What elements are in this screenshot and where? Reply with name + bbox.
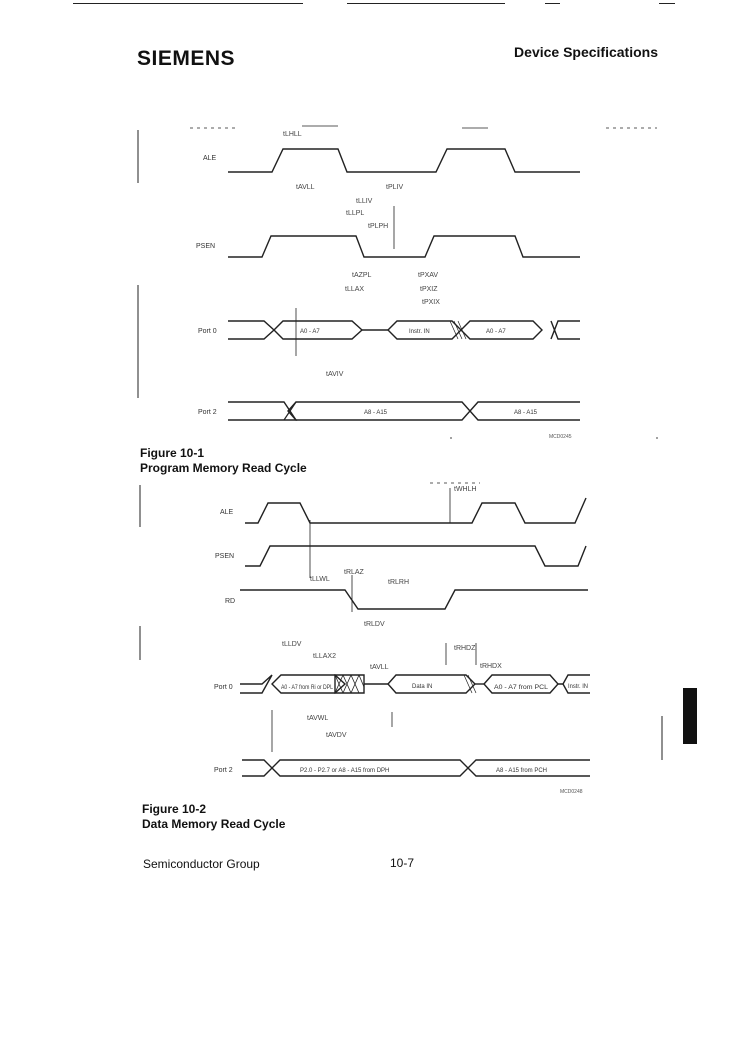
section-title: Device Specifications <box>514 44 658 60</box>
param-tPLIV-top: tPLIV <box>386 184 404 191</box>
bus-a0a7-from-ri: A0 - A7 from Ri or DPL <box>281 685 334 691</box>
param-tLLIV: tLLIV <box>356 198 373 205</box>
signal-ale: ALE <box>203 155 217 162</box>
param-tWHLH: tWHLH <box>454 486 477 493</box>
param-tPXIZ: tPXIZ <box>420 286 438 293</box>
param-tLLDV: tLLDV <box>282 641 302 648</box>
param-tAVDV: tAVDV <box>326 732 347 739</box>
signal-port0-2: Port 0 <box>214 684 233 691</box>
signal-ale-2: ALE <box>220 509 234 516</box>
param-tPLPH: tPLPH <box>368 223 389 230</box>
signal-psen: PSEN <box>196 243 216 250</box>
figure1-number: Figure 10-1 <box>140 446 205 460</box>
signal-psen-2: PSEN <box>215 553 235 560</box>
bus-p2-from-dph: P2.0 - P2.7 or A8 - A15 from DPH <box>300 768 390 774</box>
param-tRLRH: tRLRH <box>388 579 410 586</box>
param-tPXIX: tPXIX <box>422 299 440 306</box>
bus-instr-in-2: Instr. IN <box>568 684 588 690</box>
bus-a0a7-2: A0 - A7 <box>486 329 506 335</box>
param-tLLAX: tLLAX <box>345 286 365 293</box>
param-tAVWL: tAVWL <box>307 715 329 722</box>
param-tAVIV: tAVIV <box>326 371 344 378</box>
param-tRLDV: tRLDV <box>364 621 385 628</box>
signal-port2: Port 2 <box>198 409 217 416</box>
bus-a8a15: A8 - A15 <box>364 410 388 416</box>
param-tLLWL: tLLWL <box>310 576 330 583</box>
bus-instr-in: Instr. IN <box>409 329 430 335</box>
footer-page-number: 10-7 <box>390 856 415 870</box>
figure1-title: Program Memory Read Cycle <box>140 461 307 475</box>
chapter-tab-marker <box>683 688 697 744</box>
signal-port0: Port 0 <box>198 328 217 335</box>
signal-port2-2: Port 2 <box>214 767 233 774</box>
figure2-number: Figure 10-2 <box>142 802 207 816</box>
param-tPXAV: tPXAV <box>418 272 439 279</box>
figure2-title: Data Memory Read Cycle <box>142 817 286 831</box>
param-tLHLL: tLHLL <box>283 131 302 138</box>
signal-rd: RD <box>225 598 236 605</box>
bus-a0a7: A0 - A7 <box>300 329 320 335</box>
param-tLLPL: tLLPL <box>346 210 365 217</box>
param-tAZPL: tAZPL <box>352 272 372 279</box>
param-tAVLL-2: tAVLL <box>370 664 389 671</box>
bus-a8a15-2: A8 - A15 <box>514 410 538 416</box>
param-tRLAZ: tRLAZ <box>344 569 364 576</box>
param-tRHDX: tRHDX <box>480 663 502 670</box>
bus-a8a15-from-pch: A8 - A15 from PCH <box>496 768 548 774</box>
bus-a0a7-from-pcl: A0 - A7 from PCL <box>494 685 549 691</box>
brand-logo: SIEMENS <box>137 47 236 70</box>
param-tAVLL: tAVLL <box>296 184 315 191</box>
figure1-code: MCD0245 <box>549 434 572 440</box>
figure2-code: MCD0248 <box>560 789 583 795</box>
param-tRHDZ: tRHDZ <box>454 645 476 652</box>
footer-publisher: Semiconductor Group <box>143 857 260 871</box>
bus-data-in: Data IN <box>412 684 433 690</box>
param-tLLAX2: tLLAX2 <box>313 653 336 660</box>
